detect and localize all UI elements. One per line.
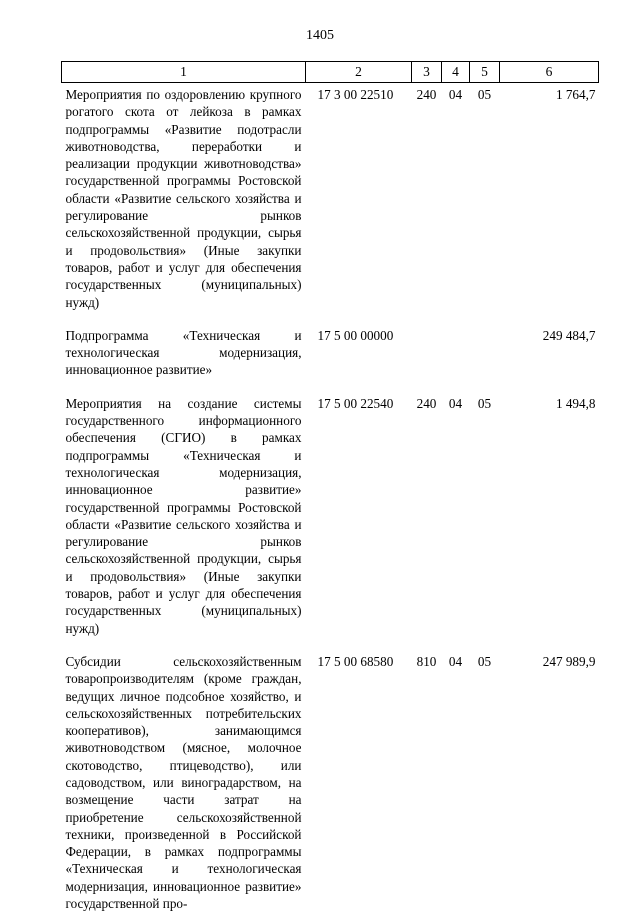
column-header-4: 4	[442, 62, 470, 83]
row-col3: 810	[416, 653, 437, 669]
table-row	[62, 653, 599, 912]
column-header-6: 6	[500, 62, 599, 83]
row-col5	[470, 327, 500, 379]
row-col5: 05	[477, 395, 492, 411]
column-header-2: 2	[306, 62, 412, 83]
row-spacer	[62, 311, 599, 327]
row-description: Субсидии сельскохозяйственным товаропроизводителям (кроме граждан, ведущих личное подсобное хозяйство, и сельскохозяйственных потребительских кооперативов), занимающимся животноводством (мясное, молочное скотоводство, птицеводство), или садоводством, или виноградарством, на возмещение части затрат на приобретение сельскохозяйственной техники, произведенной в Российской Федерации, в рамках подпрограммы «Техническая и технологическая модернизация, инновационное развитие» государственной про-	[65, 653, 302, 912]
row-col3: 240	[416, 395, 437, 411]
row-col3	[412, 327, 442, 379]
column-header-5: 5	[470, 62, 500, 83]
row-col3: 240	[416, 87, 437, 102]
row-col5: 05	[477, 653, 492, 669]
row-description: Подпрограмма «Техническая и технологическая модернизация, инновационное развитие»	[65, 327, 302, 378]
row-col4: 04	[448, 395, 463, 411]
row-col5: 05	[477, 87, 492, 102]
table-row	[62, 327, 599, 379]
row-spacer	[62, 637, 599, 653]
row-amount: 247 989,9	[542, 653, 596, 669]
row-amount: 249 484,7	[542, 327, 596, 343]
row-description: Мероприятия на создание системы государственного информационного обеспечения (СГИО) в рамках подпрограммы «Техническая и технологическая модернизация, инновационное развитие» государственной программы Ростовской области «Развитие сельского хозяйства и регулирование рынков сельскохозяйственной продукции, сырья и продовольствия» (Иные закупки товаров, работ и услуг для обеспечения государственных (муниципальных) нужд)	[65, 395, 302, 636]
row-code: 17 5 00 00000	[317, 327, 394, 343]
row-code: 17 3 00 22510	[317, 87, 394, 102]
row-col4: 04	[448, 87, 463, 102]
row-code: 17 5 00 22540	[317, 395, 394, 411]
row-col4	[442, 327, 470, 379]
row-spacer	[62, 379, 599, 395]
table-row	[62, 395, 599, 637]
budget-table	[61, 61, 599, 912]
row-code: 17 5 00 68580	[317, 653, 394, 669]
column-header-3: 3	[412, 62, 442, 83]
page-number: 1405	[306, 28, 334, 43]
table-row	[62, 83, 599, 311]
row-amount: 1 764,7	[555, 87, 596, 102]
column-number-header-row	[62, 62, 599, 83]
row-description: Мероприятия по оздоровлению крупного рогатого скота от лейкоза в рамках подпрограммы «Развитие подотрасли животноводства, переработки и реализации продукции животноводства» государственной программы Ростовской области «Развитие сельского хозяйства и регулирование рынков сельскохозяйственной продукции, сырья и продовольствия» (Иные закупки товаров, работ и услуг для обеспечения государственных (муниципальных) нужд)	[65, 87, 302, 310]
column-header-1: 1	[62, 62, 306, 83]
row-amount: 1 494,8	[555, 395, 596, 411]
row-col4: 04	[448, 653, 463, 669]
